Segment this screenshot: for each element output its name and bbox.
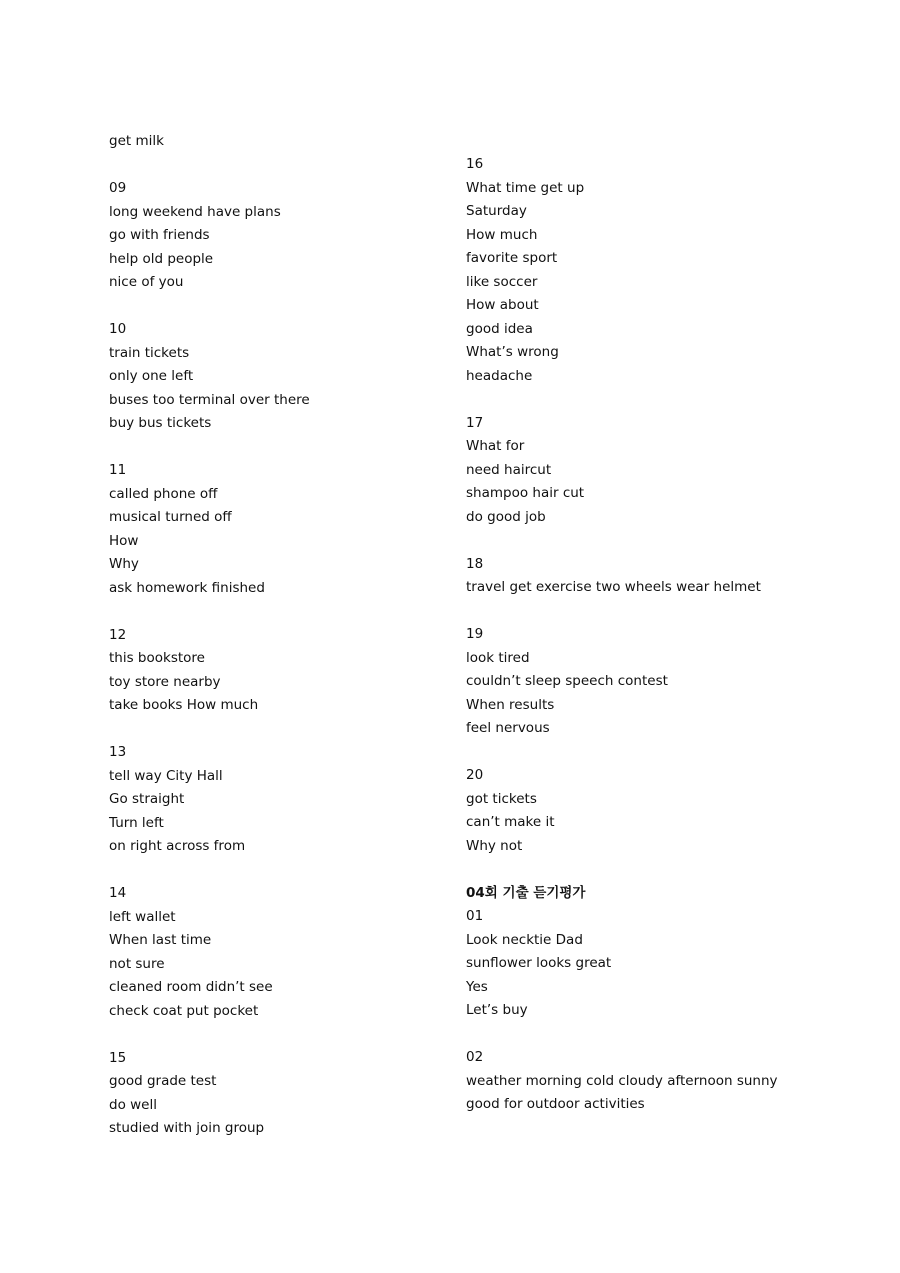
text-line: long weekend have plans — [109, 203, 281, 220]
text-line: check coat put pocket — [109, 1002, 259, 1019]
text-line: favorite sport — [466, 250, 558, 266]
item-number: 11 — [109, 462, 127, 478]
text-line: can’t make it — [466, 814, 555, 830]
blank-line — [466, 529, 846, 553]
text-line: How about — [466, 297, 539, 313]
text-line: train tickets — [109, 344, 190, 361]
text-line: help old people — [109, 250, 214, 267]
blank-line — [466, 741, 846, 765]
text-line: left wallet — [109, 908, 176, 925]
text-line: ask homework finished — [109, 579, 265, 596]
text-line: sunflower looks great — [466, 955, 612, 971]
text-line: tell way City Hall — [109, 767, 223, 784]
text-line: got tickets — [466, 790, 537, 807]
text-line: travel get exercise two wheels wear helmet — [466, 579, 761, 595]
text-line: toy store nearby — [109, 673, 221, 690]
text-line: What time get up — [466, 179, 585, 196]
text-line: How — [109, 532, 139, 549]
text-line: Yes — [466, 978, 488, 995]
text-line: Saturday — [466, 203, 527, 219]
text-line: nice of you — [109, 274, 184, 290]
text-line: go with friends — [109, 227, 210, 243]
item-number: 16 — [466, 156, 484, 172]
text-line: Let’s buy — [466, 1002, 528, 1018]
text-line: Look necktie Dad — [466, 931, 583, 948]
item-number: 15 — [109, 1049, 127, 1066]
item-number: 14 — [109, 885, 127, 901]
item-number: 01 — [466, 908, 484, 924]
blank-line — [109, 436, 489, 460]
text-line: feel nervous — [466, 720, 550, 736]
left-column — [109, 130, 489, 1141]
blank-line — [109, 859, 489, 883]
text-line: Why — [109, 556, 139, 572]
blank-line — [466, 858, 846, 882]
item-number: 20 — [466, 767, 484, 783]
text-line: When results — [466, 696, 555, 713]
blank-line — [109, 154, 489, 178]
text-line: headache — [466, 367, 533, 384]
item-number: 10 — [109, 321, 127, 337]
item-number: 09 — [109, 180, 127, 196]
text-line: need haircut — [466, 461, 552, 478]
blank-line — [466, 1023, 846, 1047]
text-line: called phone off — [109, 485, 218, 502]
text-line: musical turned off — [109, 509, 232, 525]
blank-line — [109, 718, 489, 742]
blank-line — [109, 295, 489, 319]
text-line: Why not — [466, 837, 523, 854]
item-number: 17 — [466, 414, 484, 431]
blank-line — [466, 388, 846, 412]
text-line: shampoo hair cut — [466, 485, 585, 501]
item-number: 02 — [466, 1049, 484, 1065]
text-line: look tired — [466, 649, 530, 666]
text-line: take books How much — [109, 697, 259, 713]
item-number: 19 — [466, 626, 484, 642]
item-number: 13 — [109, 744, 127, 760]
text-line: Turn left — [109, 814, 164, 831]
item-number: 12 — [109, 626, 127, 643]
text-line: get milk — [109, 133, 164, 149]
item-number: 18 — [466, 555, 484, 572]
text-line: couldn’t sleep speech contest — [466, 673, 668, 689]
text-line: What’s wrong — [466, 344, 559, 360]
text-line: How much — [466, 226, 538, 243]
text-line: do well — [109, 1096, 157, 1113]
text-line: like soccer — [466, 273, 538, 290]
text-line: good for outdoor activities — [466, 1096, 645, 1112]
text-line: on right across from — [109, 838, 246, 854]
text-line: good grade test — [109, 1073, 217, 1089]
text-line: Go straight — [109, 791, 185, 807]
blank-line — [466, 600, 846, 624]
text-line: good idea — [466, 320, 533, 337]
text-line: What for — [466, 438, 525, 454]
text-line: cleaned room didn’t see — [109, 979, 273, 995]
text-line: not sure — [109, 955, 165, 972]
text-line: buy bus tickets — [109, 415, 212, 431]
blank-line — [109, 1023, 489, 1047]
text-line: When last time — [109, 932, 212, 948]
text-line: weather morning cold cloudy afternoon sunny — [466, 1072, 778, 1089]
section-heading: 04회 기출 듣기평가 — [466, 884, 586, 901]
text-line: studied with join group — [109, 1120, 265, 1136]
text-line: buses too terminal over there — [109, 391, 310, 408]
right-column — [466, 153, 846, 1117]
text-line: this bookstore — [109, 650, 205, 666]
text-line: only one left — [109, 368, 194, 384]
blank-line — [109, 600, 489, 624]
text-line: do good job — [466, 508, 546, 525]
